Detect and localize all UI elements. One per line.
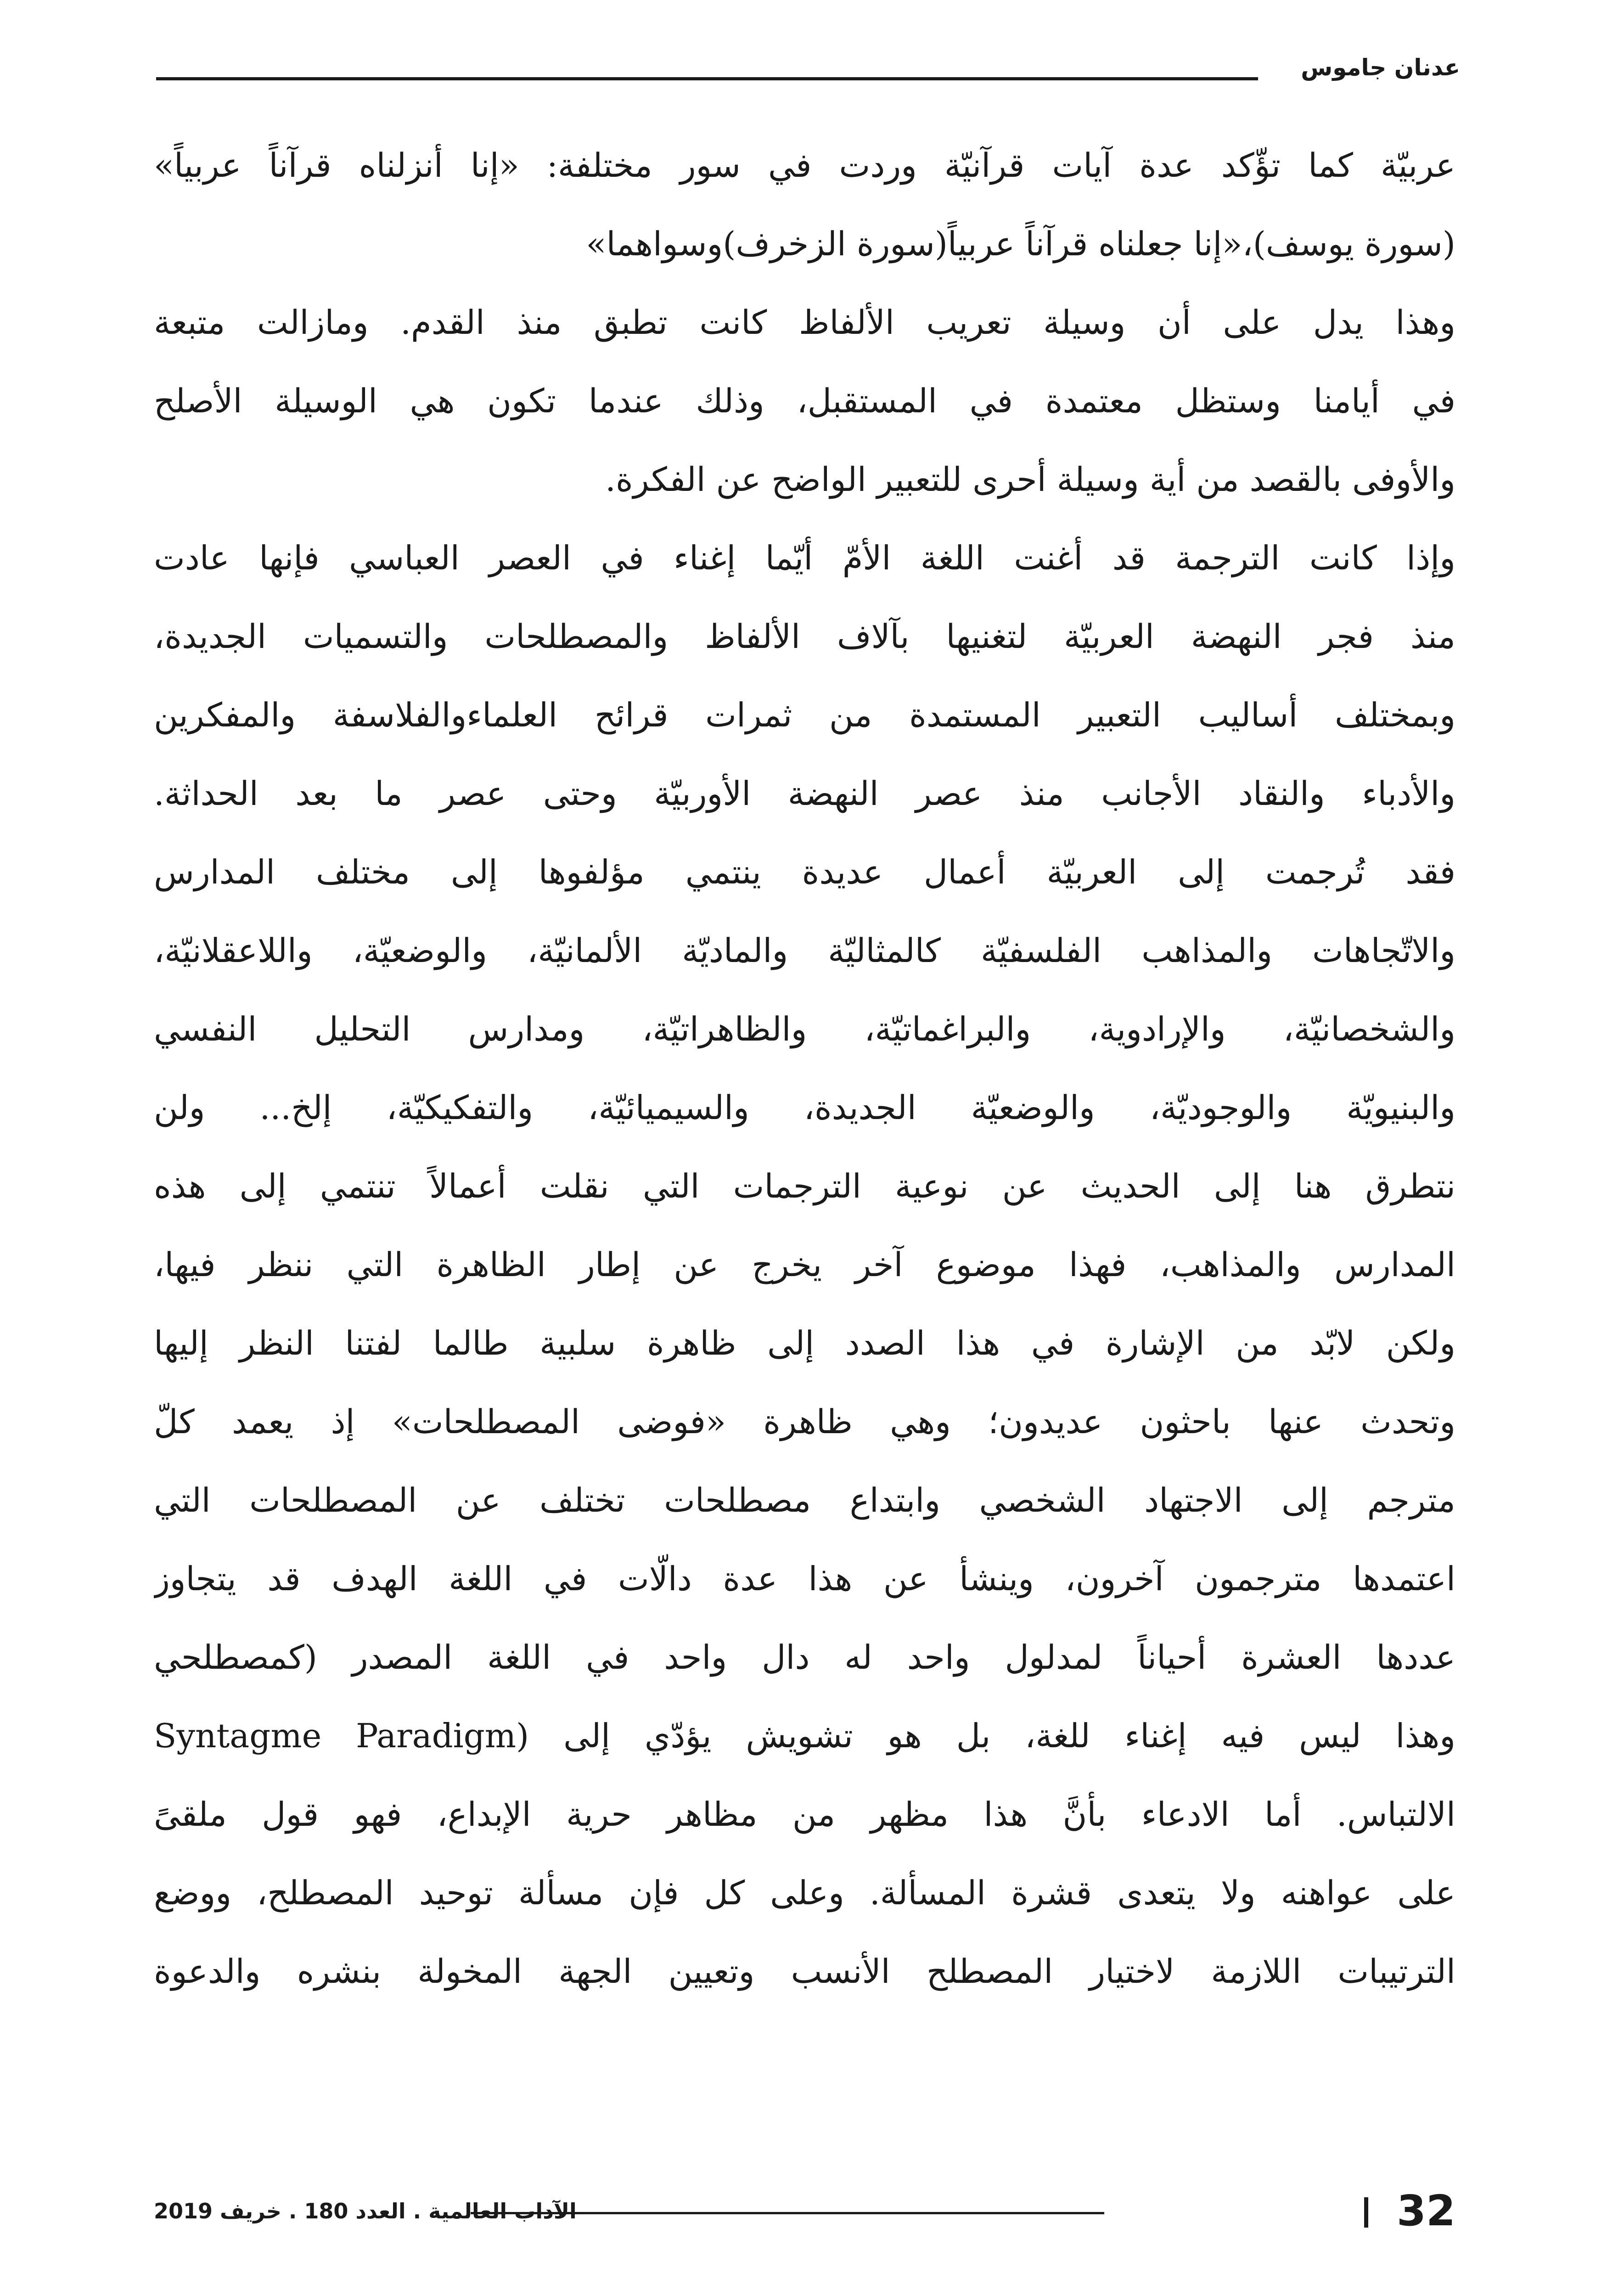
text-line-with-latin-terms xyxy=(154,1697,1455,1775)
footer-separator-bar xyxy=(1364,2197,1368,2228)
text-line: ولكن لابّد من الإشارة في هذا الصدد إلى ظاهرة سلبية طالما لفتنا النظر إليها xyxy=(154,1324,1455,1362)
text-line: (سورة يوسف)،«إنا جعلناه قرآناً عربياً(سورة الزخرف)وسواهما» xyxy=(586,225,1455,263)
text-line: وإذا كانت الترجمة قد أغنت اللغة الأمّ أيّما إغناء في العصر العباسي فإنها عادت xyxy=(154,539,1455,577)
text-line: وهذا يدل على أن وسيلة تعريب الألفاظ كانت تطبق منذ القدم. ومازالت متبعة xyxy=(154,303,1455,342)
header-rule xyxy=(156,77,1258,80)
text-line: وبمختلف أساليب التعبير المستمدة من ثمرات قرائح العلماءوالفلاسفة والمفكرين xyxy=(154,696,1455,734)
page-number: 32 xyxy=(1396,2186,1455,2235)
journal-info: الآداب العالمية . العدد 180 . خريف 2019 xyxy=(154,2199,577,2223)
latin-terms: Syntagme Paradigm) xyxy=(154,1716,529,1755)
text-line: والاتّجاهات والمذاهب الفلسفيّة كالمثاليّة والماديّة الألمانيّة، والوضعيّة، واللاعقلانيّة، xyxy=(154,931,1455,970)
text-line: المدارس والمذاهب، فهذا موضوع آخر يخرج عن إطار الظاهرة التي ننظر فيها، xyxy=(154,1245,1455,1284)
text-segment: وهذا ليس فيه إغناء للغة، بل هو تشويش يؤدّي إلى xyxy=(563,1716,1455,1755)
text-line: الالتباس. أما الادعاء بأنَّ هذا مظهر من مظاهر حرية الإبداع، فهو قول ملقىً xyxy=(154,1795,1455,1834)
text-line: نتطرق هنا إلى الحديث عن نوعية الترجمات التي نقلت أعمالاً تنتمي إلى هذه xyxy=(154,1167,1455,1205)
text-line: منذ فجر النهضة العربيّة لتغنيها بآلاف الألفاظ والمصطلحات والتسميات الجديدة، xyxy=(154,617,1455,656)
text-line: والأوفى بالقصد من أية وسيلة أحرى للتعبير الواضح عن الفكرة. xyxy=(605,460,1455,499)
text-line: مترجم إلى الاجتهاد الشخصي وابتداع مصطلحات تختلف عن المصطلحات التي xyxy=(154,1481,1455,1519)
text-line: والأدباء والنقاد الأجانب منذ عصر النهضة الأوربيّة وحتى عصر ما بعد الحداثة. xyxy=(154,774,1455,813)
running-header-author: عدنان جاموس xyxy=(1301,54,1460,81)
text-line: والشخصانيّة، والإرادوية، والبراغماتيّة، والظاهراتيّة، ومدارس التحليل النفسي xyxy=(154,1010,1455,1048)
text-line: اعتمدها مترجمون آخرون، وينشأ عن هذا عدة دالّات في اللغة الهدف قد يتجاوز xyxy=(154,1559,1455,1598)
text-line: والبنيويّة والوجوديّة، والوضعيّة الجديدة، والسيميائيّة، والتفكيكيّة، إلخ... ولن xyxy=(154,1088,1455,1127)
text-line: فقد تُرجمت إلى العربيّة أعمال عديدة ينتمي مؤلفوها إلى مختلف المدارس xyxy=(154,853,1455,891)
body-text xyxy=(154,126,1455,2011)
text-line: وتحدث عنها باحثون عديدون؛ وهي ظاهرة «فوضى المصطلحات» إذ يعمد كلّ xyxy=(154,1402,1455,1441)
text-line: في أيامنا وستظل معتمدة في المستقبل، وذلك عندما تكون هي الوسيلة الأصلح xyxy=(154,382,1455,420)
text-line: على عواهنه ولا يتعدى قشرة المسألة. وعلى كل فإن مسألة توحيد المصطلح، ووضع xyxy=(154,1874,1455,1912)
page-footer xyxy=(154,2183,1455,2239)
text-line: الترتيبات اللازمة لاختيار المصطلح الأنسب وتعيين الجهة المخولة بنشره والدعوة xyxy=(154,1952,1455,1991)
text-line: عربيّة كما تؤّكد عدة آيات قرآنيّة وردت في سور مختلفة: «إنا أنزلناه قرآناً عربياً» xyxy=(154,146,1455,185)
text-line: عددها العشرة أحياناً لمدلول واحد له دال واحد في اللغة المصدر (كمصطلحي xyxy=(154,1638,1455,1677)
